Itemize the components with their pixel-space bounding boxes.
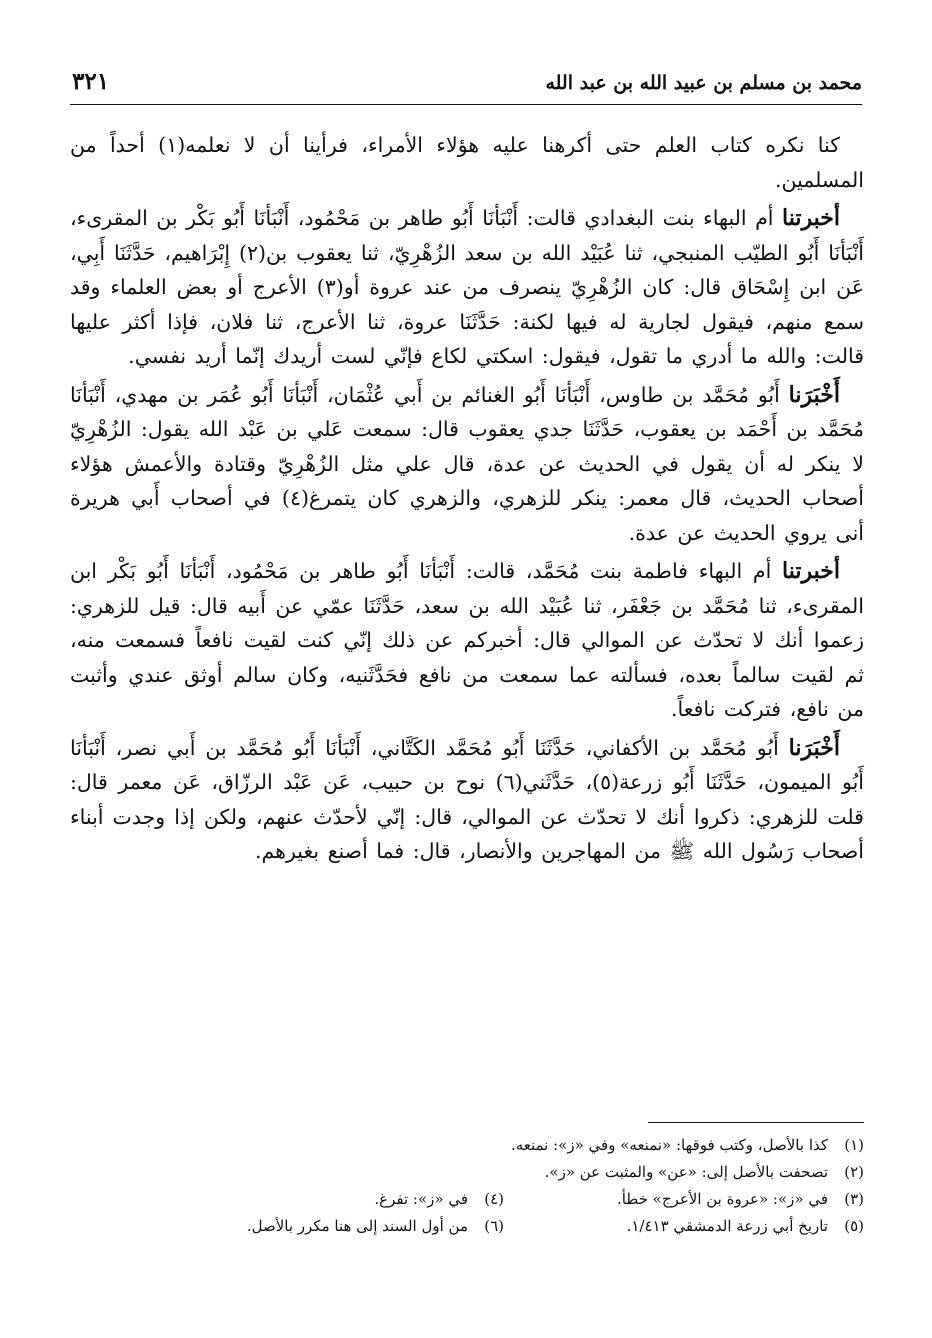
footnote (374, 1186, 504, 1213)
paragraph (70, 128, 864, 197)
paragraph-lead-word: أَخْبَرَنا (788, 381, 840, 408)
footnote (545, 1159, 864, 1186)
footnote-row (70, 1213, 864, 1240)
footnote-text: من أول السند إلى هنا مكرر بالأصل. (246, 1217, 468, 1235)
footnotes (70, 1132, 864, 1240)
footnote-number: (٢) (844, 1163, 864, 1181)
footnote-row (70, 1186, 864, 1213)
footnote (627, 1213, 864, 1240)
header-divider (70, 104, 862, 105)
paragraph-text: أَبُو مُحَمَّد بن طاوس، أَنْبَأنَا أَبُو الغنائم بن أَبي عُثْمَان، أَنْبَأنَا أَبُو عُمَر بن مهدي، أَنْبَأنَا مُحَمَّد بن أَحْمَد بن يعقوب، حَدَّثَنَا جدي يعقوب قال: سمعت عَلي بن عَبْد الله يقول: الزُهْرِيّ لا ينكر له أن يقول في الحديث عن عدة، قال علي مثل الزُهْرِيّ وقتادة والأعمش هؤلاء أصحاب الحديث، قال معمر: ينكر للزهري، والزهري كان يتمرغ(٤) في أصحاب أَبي هريرة أنى يروي الحديث عن عدة. (70, 382, 865, 545)
footnote-text: تصحفت بالأصل إلى: «عن» والمثبت عن «ز». (544, 1163, 828, 1181)
footnote (617, 1186, 864, 1213)
footnote-text: كذا بالأصل، وكتب فوقها: «نمنعه» وفي «ز»: نمنعه. (510, 1136, 828, 1154)
footnote-number: (٣) (844, 1190, 864, 1208)
paragraph (70, 378, 864, 551)
paragraph-lead-word: أخبرتنا (782, 558, 840, 584)
paragraph (70, 201, 864, 374)
footnote-number: (٤) (484, 1190, 504, 1208)
paragraph-lead-word: أخبرتنا (782, 205, 840, 231)
paragraph-lead-word: أَخْبَرَنا (788, 734, 840, 761)
paragraph-text: كنا نكره كتاب العلم حتى أكرهنا عليه هؤلاء الأمراء، فرأينا أن لا نعلمه(١) أحداً من المسلمين. (70, 133, 864, 192)
footnote-number: (٦) (484, 1217, 504, 1235)
page-number: ٣٢١ (72, 68, 110, 95)
footnote-text: في «ز»: تفرغ. (374, 1190, 468, 1208)
main-text (70, 128, 864, 873)
paragraph-text: أم البهاء فاطمة بنت مُحَمَّد، قالت: أَنْبَأنَا أَبُو طاهر بن مَحْمُود، أَنْبَأنَا أَبُو بَكْر ابن المقرىء، ثنا مُحَمَّد بن جَعْفَر، ثنا عُبَيْد الله بن سعد، حَدَّثَنَا عمّي عن أَبيه قال: قيل للزهري: زعموا أنك لا تحدّث عن الموالي قال: أخبركم عن ذلك إنّي كنت لقيت نافعاً فسمعت منه، ثم لقيت سالماً بعده، فسألته عما سمعت من نافع فحَدَّثَنيه، وكان سالم أوثق عندي وأثبت من نافع، فتركت نافعاً. (70, 559, 864, 721)
footnote-number: (١) (844, 1136, 864, 1154)
footnote (511, 1132, 864, 1159)
footnote-text: في «ز»: «عروة بن الأعرج» خطأ. (617, 1190, 828, 1208)
footnote-divider (648, 1122, 864, 1123)
page-header (70, 58, 862, 108)
running-title: محمد بن مسلم بن عبيد الله بن عبد الله (545, 72, 862, 94)
footnote-text: تاريخ أبي زرعة الدمشقي ١/٤١٣. (626, 1217, 828, 1235)
paragraph-text: أَبُو مُحَمَّد بن الأكفاني، حَدَّثَنَا أَبُو مُحَمَّد الكَتَّاني، أَنْبَأنَا أَبُو مُحَمَّد بن أَبي نصر، أَنْبَأنَا أَبُو الميمون، حَدَّثَنَا أَبُو زرعة(٥)، حَدَّثَني(٦) نوح بن حبيب، عَن عَبْد الرزّاق، عَن معمر قال: قلت للزهري: ذكروا أنك لا تحدّث عن الموالي، قال: إنّي لأحدّث عنهم، ولكن إذا وجدت أبناء أصحاب رَسُول الله ﷺ من المهاجرين والأنصار، قال: فما أصنع بغيرهم. (70, 735, 864, 863)
paragraph-text: أم البهاء بنت البغدادي قالت: أَنْبَأنَا أَبُو طاهر بن مَحْمُود، أَنْبَأنَا أَبُو بَكْر بن المقرىء، أَنْبَأنَا أَبُو الطيّب المنبجي، ثنا عُبَيْد الله بن سعد الزُهْرِيّ، ثنا يعقوب بن(٢) إِبْرَاهيم، حَدَّثَنَا أَبِي، عَن ابن إِسْحَاق قال: كان الزُهْرِيّ ينصرف من عند عروة أو(٣) الأعرج أو بعض العلماء وقد سمع منهم، فيقول لجارية له فيها لكنة: حَدَّثَنَا عروة، ثنا الأعرج، ثنا فلان، فإذا أكثر عليها قالت: والله ما أدري ما تقول، فيقول: اسكتي لكاع فإنّي لست أريدك إنّما أريد نفسي. (70, 206, 864, 368)
footnote-number: (٥) (844, 1217, 864, 1235)
footnote-row (70, 1159, 864, 1186)
footnote-row (70, 1132, 864, 1159)
paragraph (70, 554, 864, 727)
footnote (247, 1213, 504, 1240)
paragraph (70, 731, 864, 869)
